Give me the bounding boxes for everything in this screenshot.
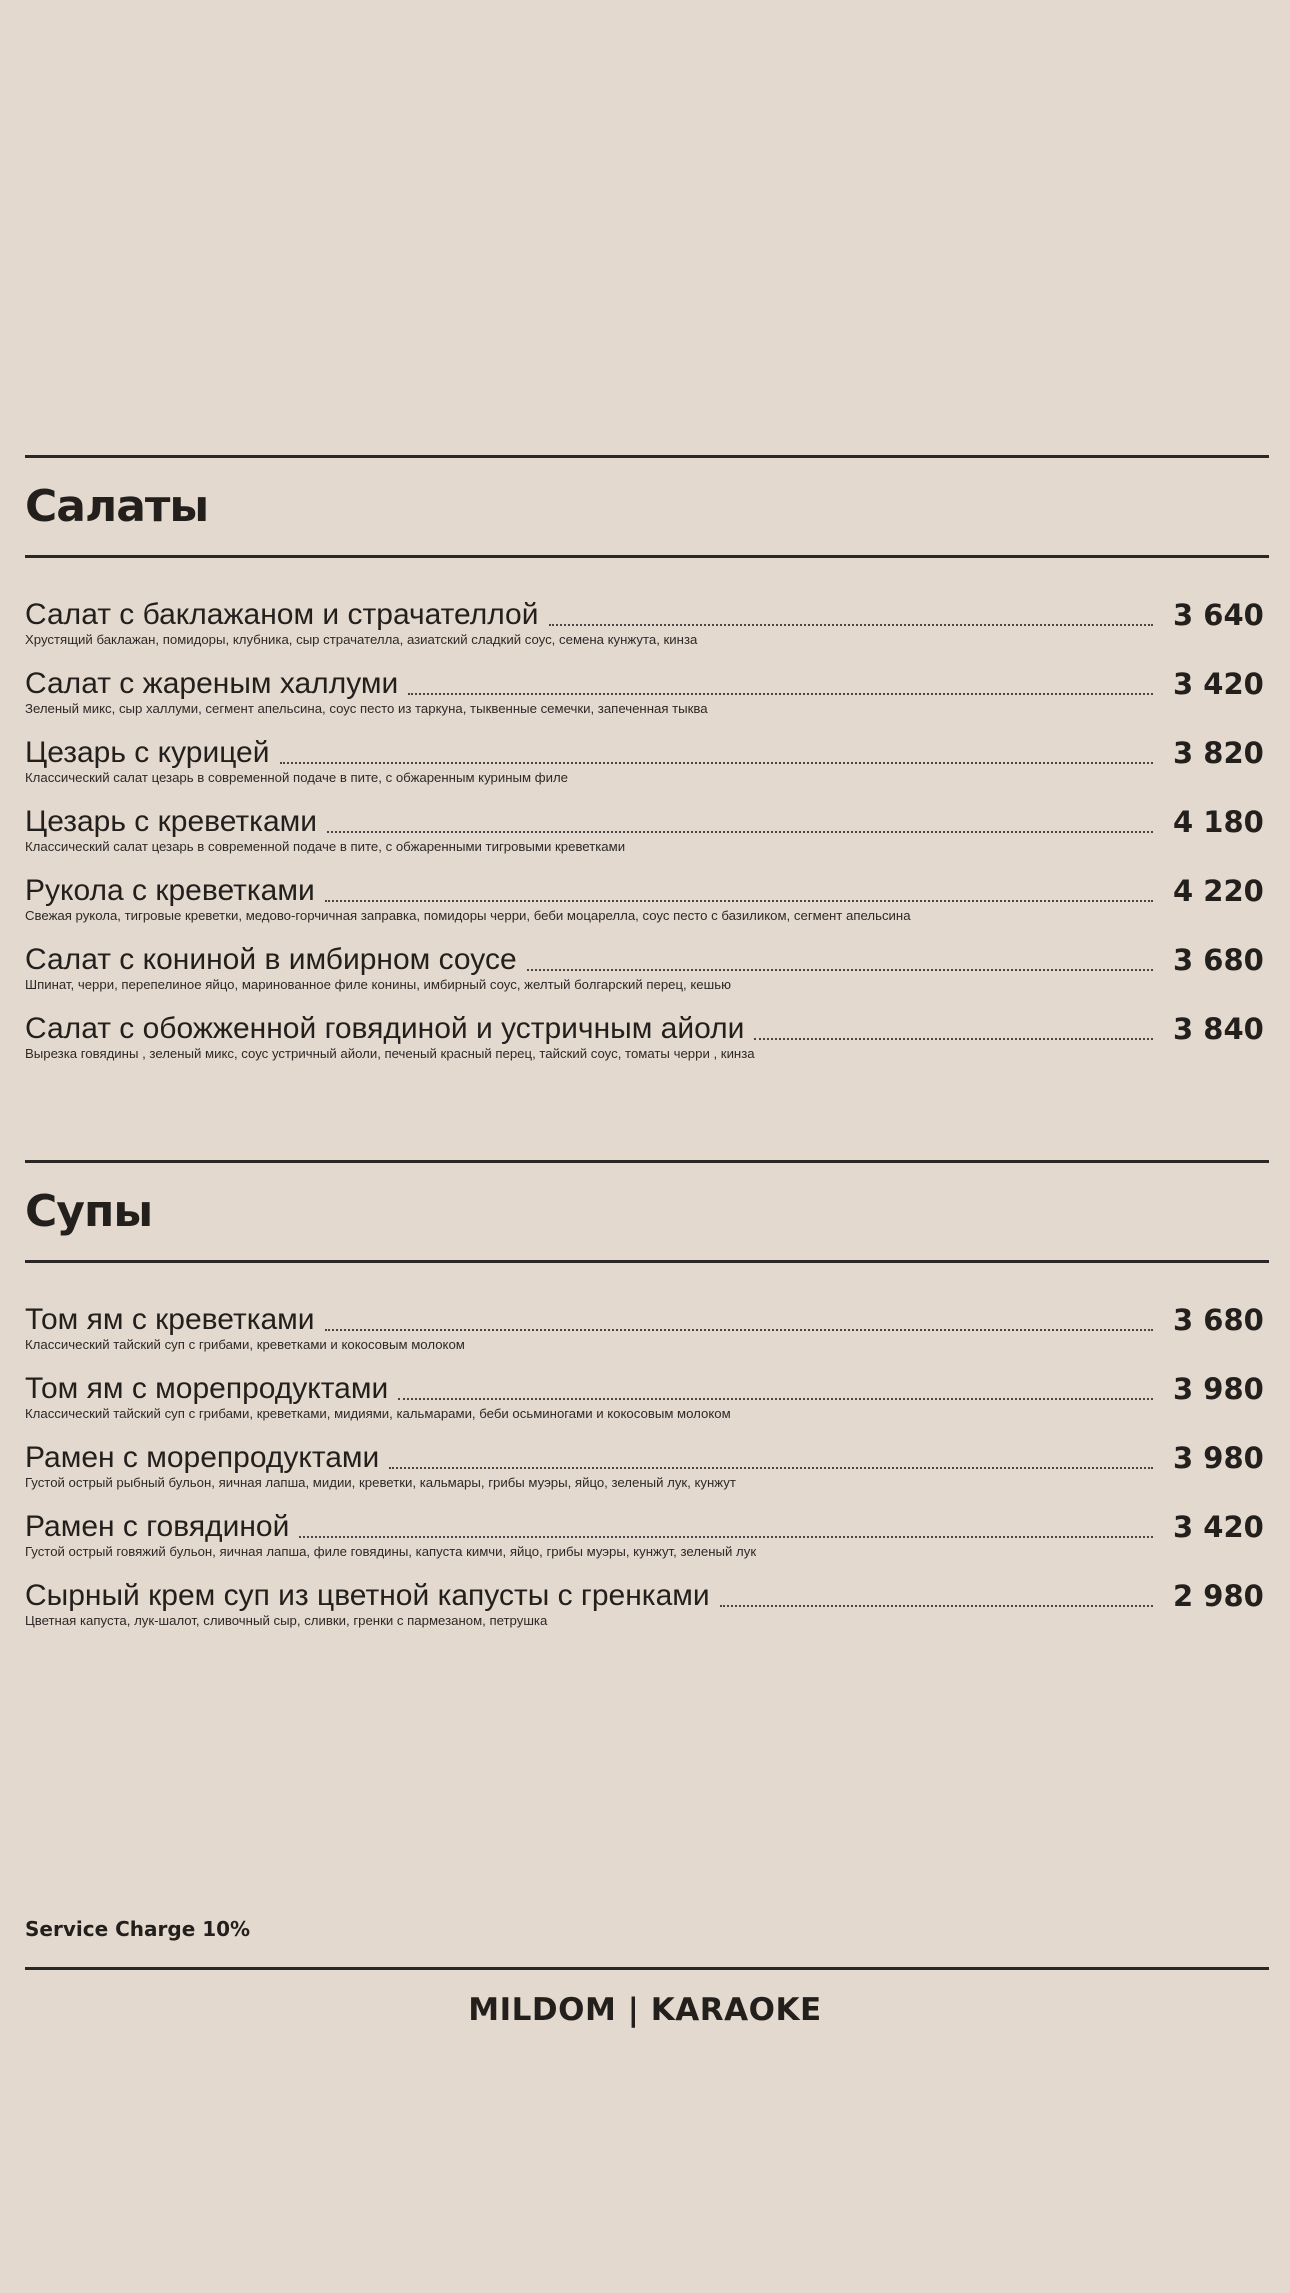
menu-item [25, 1008, 1269, 1077]
item-name: Рамен с говядиной [25, 1510, 290, 1543]
item-price: 3 980 [1173, 1441, 1264, 1475]
item-description: Густой острый говяжий бульон, яичная лапша, филе говядины, капуста кимчи, яйцо, грибы муэры, кунжут, зеленый лук [25, 1544, 757, 1559]
dot-leader [754, 1038, 1153, 1040]
item-description: Классический тайский суп с грибами, креветками и кокосовым молоком [25, 1337, 465, 1352]
dot-leader [527, 969, 1153, 971]
dot-leader [720, 1605, 1153, 1607]
item-price: 3 420 [1173, 667, 1264, 701]
menu-item [25, 939, 1269, 1008]
brand-logo-text: MILDOM | KARAOKE [468, 1992, 822, 2028]
item-name: Цезарь с креветками [25, 805, 318, 838]
item-description: Хрустящий баклажан, помидоры, клубника, сыр страчателла, азиатский сладкий соус, семена кунжута, кинза [25, 632, 698, 647]
item-name: Цезарь с курицей [25, 736, 270, 769]
menu-item [25, 870, 1269, 939]
menu-item [25, 1437, 1269, 1506]
item-description: Цветная капуста, лук-шалот, сливочный сыр, сливки, гренки с пармезаном, петрушка [25, 1613, 548, 1628]
item-description: Свежая рукола, тигровые креветки, медово-горчичная заправка, помидоры черри, беби моцарелла, соус песто с базиликом, сегмент апельсина [25, 908, 911, 923]
menu-item [25, 732, 1269, 801]
menu-list-soups [25, 1299, 1269, 1644]
item-name: Салат с баклажаном и страчателлой [25, 598, 539, 631]
menu-item [25, 663, 1269, 732]
menu-list-salads [25, 594, 1269, 1077]
section-title-soups: Супы [25, 1186, 153, 1237]
item-description: Зеленый микс, сыр халлуми, сегмент апельсина, соус песто из таркуна, тыквенные семечки, запеченная тыква [25, 701, 708, 716]
item-name: Сырный крем суп из цветной капусты с гренками [25, 1579, 710, 1612]
section-title-divider [25, 555, 1269, 558]
menu-item [25, 1575, 1269, 1644]
section-title-salads: Салаты [25, 481, 209, 532]
item-description: Классический салат цезарь в современной подаче в пите, с обжаренным куриным филе [25, 770, 568, 785]
menu-item [25, 1506, 1269, 1575]
item-price: 3 980 [1173, 1372, 1264, 1406]
item-name: Том ям с креветками [25, 1303, 315, 1336]
menu-item [25, 594, 1269, 663]
item-name: Салат с обожженной говядиной и устричным айоли [25, 1012, 745, 1045]
dot-leader [398, 1398, 1153, 1400]
dot-leader [325, 900, 1153, 902]
menu-item [25, 801, 1269, 870]
item-price: 3 640 [1173, 598, 1264, 632]
item-name: Том ям с морепродуктами [25, 1372, 389, 1405]
item-price: 3 820 [1173, 736, 1264, 770]
item-price: 3 420 [1173, 1510, 1264, 1544]
dot-leader [325, 1329, 1153, 1331]
item-name: Рамен с морепродуктами [25, 1441, 380, 1474]
item-name: Рукола с креветками [25, 874, 315, 907]
item-description: Густой острый рыбный бульон, яичная лапша, мидии, креветки, кальмары, грибы муэры, яйцо, зеленый лук, кунжут [25, 1475, 736, 1490]
dot-leader [299, 1536, 1153, 1538]
item-description: Шпинат, черри, перепелиное яйцо, маринованное филе конины, имбирный соус, желтый болгарский перец, кешью [25, 977, 731, 992]
item-price: 3 840 [1173, 1012, 1264, 1046]
footer-divider [25, 1967, 1269, 1970]
item-description: Классический салат цезарь в современной подаче в пите, с обжаренными тигровыми креветками [25, 839, 626, 854]
item-name: Салат с жареным халлуми [25, 667, 399, 700]
menu-item [25, 1368, 1269, 1437]
item-price: 4 180 [1173, 805, 1264, 839]
item-price: 2 980 [1173, 1579, 1264, 1613]
item-price: 3 680 [1173, 1303, 1264, 1337]
dot-leader [327, 831, 1153, 833]
dot-leader [389, 1467, 1153, 1469]
soups-section [25, 1160, 1269, 1644]
salads-section [25, 455, 1269, 1077]
item-price: 4 220 [1173, 874, 1264, 908]
service-charge-note: Service Charge 10% [25, 1917, 251, 1941]
item-price: 3 680 [1173, 943, 1264, 977]
menu-item [25, 1299, 1269, 1368]
dot-leader [549, 624, 1153, 626]
dot-leader [280, 762, 1154, 764]
item-name: Салат с кониной в имбирном соусе [25, 943, 517, 976]
item-description: Классический тайский суп с грибами, креветками, мидиями, кальмарами, беби осьминогами и кокосовым молоком [25, 1406, 731, 1421]
item-description: Вырезка говядины , зеленый микс, соус устричный айоли, печеный красный перец, тайский соус, томаты черри , кинза [25, 1046, 755, 1061]
section-title-divider [25, 1260, 1269, 1263]
dot-leader [408, 693, 1153, 695]
